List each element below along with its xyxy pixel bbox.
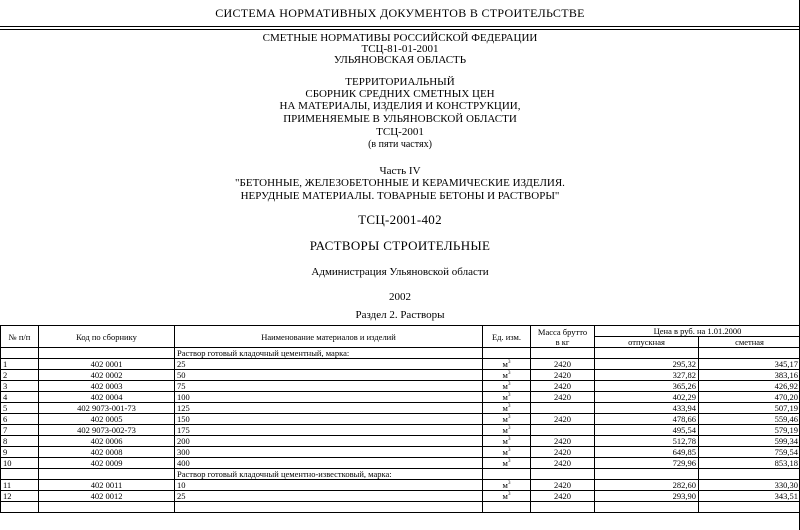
row-name: 10 [175,480,483,491]
unit-exponent: 3 [507,404,511,410]
year: 2002 [389,291,411,303]
row-number: 4 [1,392,39,403]
row-estimate-price: 507,19 [699,403,800,414]
empty-cell [39,348,175,359]
title-line-6: НА МАТЕРИАЛЫ, ИЗДЕЛИЯ И КОНСТРУКЦИИ, [279,100,521,112]
empty-cell [699,502,800,513]
empty-cell [595,469,699,480]
empty-cell [39,469,175,480]
row-code: 402 0004 [39,392,175,403]
header-unit: Ед. изм. [483,326,531,348]
row-unit [483,480,531,491]
header-estimate-price: сметная [699,337,800,348]
unit-exponent: 3 [507,360,511,366]
unit-base: м [502,392,508,402]
row-code: 402 9073-001-73 [39,403,175,414]
table-row [1,370,800,381]
title-line-5: СБОРНИК СРЕДНИХ СМЕТНЫХ ЦЕН [305,88,495,100]
row-estimate-price: 343,51 [699,491,800,502]
row-code: 402 0006 [39,436,175,447]
table-row [1,403,800,414]
row-mass [531,403,595,414]
header-num: № п/п [1,326,39,348]
table-row [1,392,800,403]
row-release-price: 512,78 [595,436,699,447]
row-mass: 2420 [531,370,595,381]
empty-cell [483,469,531,480]
row-unit [483,359,531,370]
unit-base: м [502,414,508,424]
row-mass: 2420 [531,436,595,447]
row-estimate-price: 579,19 [699,425,800,436]
row-release-price: 478,66 [595,414,699,425]
row-unit [483,425,531,436]
table-row-empty [1,502,800,513]
row-name: 200 [175,436,483,447]
row-estimate-price: 470,20 [699,392,800,403]
row-name: 50 [175,370,483,381]
unit-base: м [502,403,508,413]
row-name: 25 [175,491,483,502]
row-unit [483,403,531,414]
table-body [1,348,800,513]
row-number: 1 [1,359,39,370]
group-label: Раствор готовый кладочный цементно-известковый, марка: [175,469,483,480]
part-label: Часть IV [379,165,421,177]
header-release-price: отпускная [595,337,699,348]
document-code: ТСЦ-2001-402 [358,212,442,227]
empty-cell [699,469,800,480]
empty-cell [175,502,483,513]
unit-exponent: 3 [507,382,511,388]
row-number: 12 [1,491,39,502]
row-unit [483,491,531,502]
row-unit [483,392,531,403]
unit-exponent: 3 [507,492,511,498]
row-estimate-price: 599,34 [699,436,800,447]
row-estimate-price: 345,17 [699,359,800,370]
row-estimate-price: 426,92 [699,381,800,392]
row-mass: 2420 [531,491,595,502]
table-row [1,480,800,491]
empty-cell [531,469,595,480]
row-release-price: 495,54 [595,425,699,436]
unit-base: м [502,458,508,468]
unit-base: м [502,480,508,490]
unit-base: м [502,425,508,435]
row-code: 402 0009 [39,458,175,469]
row-release-price: 282,60 [595,480,699,491]
row-number: 5 [1,403,39,414]
row-unit [483,458,531,469]
unit-exponent: 3 [507,481,511,487]
row-code: 402 9073-002-73 [39,425,175,436]
title-line-4: ТЕРРИТОРИАЛЬНЫЙ [345,76,455,88]
row-estimate-price: 853,18 [699,458,800,469]
row-name: 300 [175,447,483,458]
header-name: Наименование материалов и изделий [175,326,483,348]
row-code: 402 0012 [39,491,175,502]
header-code: Код по сборнику [39,326,175,348]
title-line-3: УЛЬЯНОВСКАЯ ОБЛАСТЬ [333,54,467,66]
row-code: 402 0005 [39,414,175,425]
row-code: 402 0001 [39,359,175,370]
table-row [1,436,800,447]
row-mass: 2420 [531,414,595,425]
system-title: СИСТЕМА НОРМАТИВНЫХ ДОКУМЕНТОВ В СТРОИТЕЛЬСТВЕ [215,6,585,20]
section-label: Раздел 2. Растворы [355,309,445,321]
unit-base: м [502,491,508,501]
row-estimate-price: 383,16 [699,370,800,381]
unit-exponent: 3 [507,393,511,399]
empty-cell [483,502,531,513]
unit-base: м [502,381,508,391]
row-number: 7 [1,425,39,436]
row-name: 25 [175,359,483,370]
row-code: 402 0003 [39,381,175,392]
empty-cell [1,469,39,480]
unit-base: м [502,359,508,369]
row-mass: 2420 [531,458,595,469]
table-row [1,359,800,370]
row-code: 402 0002 [39,370,175,381]
empty-cell [595,348,699,359]
unit-base: м [502,436,508,446]
header-divider [0,29,800,30]
table-row [1,491,800,502]
row-unit [483,370,531,381]
row-release-price: 365,26 [595,381,699,392]
row-estimate-price: 759,54 [699,447,800,458]
header-mass [531,326,595,348]
row-code: 402 0008 [39,447,175,458]
part-title-2: НЕРУДНЫЕ МАТЕРИАЛЫ. ТОВАРНЫЕ БЕТОНЫ И РАСТВОРЫ" [240,190,560,202]
row-estimate-price: 559,46 [699,414,800,425]
row-number: 8 [1,436,39,447]
row-unit [483,414,531,425]
section-name: РАСТВОРЫ СТРОИТЕЛЬНЫЕ [309,238,491,253]
row-release-price: 729,96 [595,458,699,469]
row-name: 100 [175,392,483,403]
table-row [1,447,800,458]
empty-cell [1,502,39,513]
row-mass: 2420 [531,381,595,392]
group-row [1,469,800,480]
title-line-7: ПРИМЕНЯЕМЫЕ В УЛЬЯНОВСКОЙ ОБЛАСТИ [283,113,517,125]
part-title-1: "БЕТОННЫЕ, ЖЕЛЕЗОБЕТОННЫЕ И КЕРАМИЧЕСКИЕ ИЗДЕЛИЯ. [235,177,565,189]
row-number: 11 [1,480,39,491]
empty-cell [531,502,595,513]
title-line-8: ТСЦ-2001 [376,126,424,138]
row-mass: 2420 [531,480,595,491]
row-number: 10 [1,458,39,469]
row-mass: 2420 [531,359,595,370]
row-name: 175 [175,425,483,436]
row-mass: 2420 [531,447,595,458]
title-line-9: (в пяти частях) [368,139,432,150]
unit-exponent: 3 [507,448,511,454]
table-row [1,381,800,392]
document-system-header [0,0,800,27]
unit-exponent: 3 [507,415,511,421]
row-unit [483,447,531,458]
row-name: 150 [175,414,483,425]
row-number: 9 [1,447,39,458]
row-name: 400 [175,458,483,469]
group-label: Раствор готовый кладочный цементный, марка: [175,348,483,359]
table-row [1,414,800,425]
administration: Администрация Ульяновской области [311,266,489,278]
row-number: 3 [1,381,39,392]
table-row [1,425,800,436]
header-mass-line2: в кг [555,336,570,347]
row-unit [483,436,531,447]
row-release-price: 327,82 [595,370,699,381]
row-estimate-price: 330,30 [699,480,800,491]
unit-exponent: 3 [507,437,511,443]
unit-base: м [502,370,508,380]
header-mass-line1: Масса брутто [537,326,588,337]
row-mass [531,425,595,436]
header-price: Цена в руб. на 1.01.2000 [595,326,800,337]
group-row [1,348,800,359]
unit-exponent: 3 [507,371,511,377]
empty-cell [1,348,39,359]
price-table [0,325,800,513]
row-mass: 2420 [531,392,595,403]
row-release-price: 295,32 [595,359,699,370]
row-name: 75 [175,381,483,392]
unit-base: м [502,447,508,457]
row-number: 2 [1,370,39,381]
row-release-price: 402,29 [595,392,699,403]
row-release-price: 293,90 [595,491,699,502]
row-release-price: 433,94 [595,403,699,414]
unit-exponent: 3 [507,426,511,432]
row-code: 402 0011 [39,480,175,491]
table-row [1,458,800,469]
row-name: 125 [175,403,483,414]
unit-exponent: 3 [507,459,511,465]
row-release-price: 649,85 [595,447,699,458]
empty-cell [531,348,595,359]
empty-cell [39,502,175,513]
empty-cell [595,502,699,513]
title-line-2: ТСЦ-81-01-2001 [361,43,439,55]
empty-cell [699,348,800,359]
empty-cell [483,348,531,359]
title-line-1: СМЕТНЫЕ НОРМАТИВЫ РОССИЙСКОЙ ФЕДЕРАЦИИ [262,32,538,44]
row-unit [483,381,531,392]
row-number: 6 [1,414,39,425]
